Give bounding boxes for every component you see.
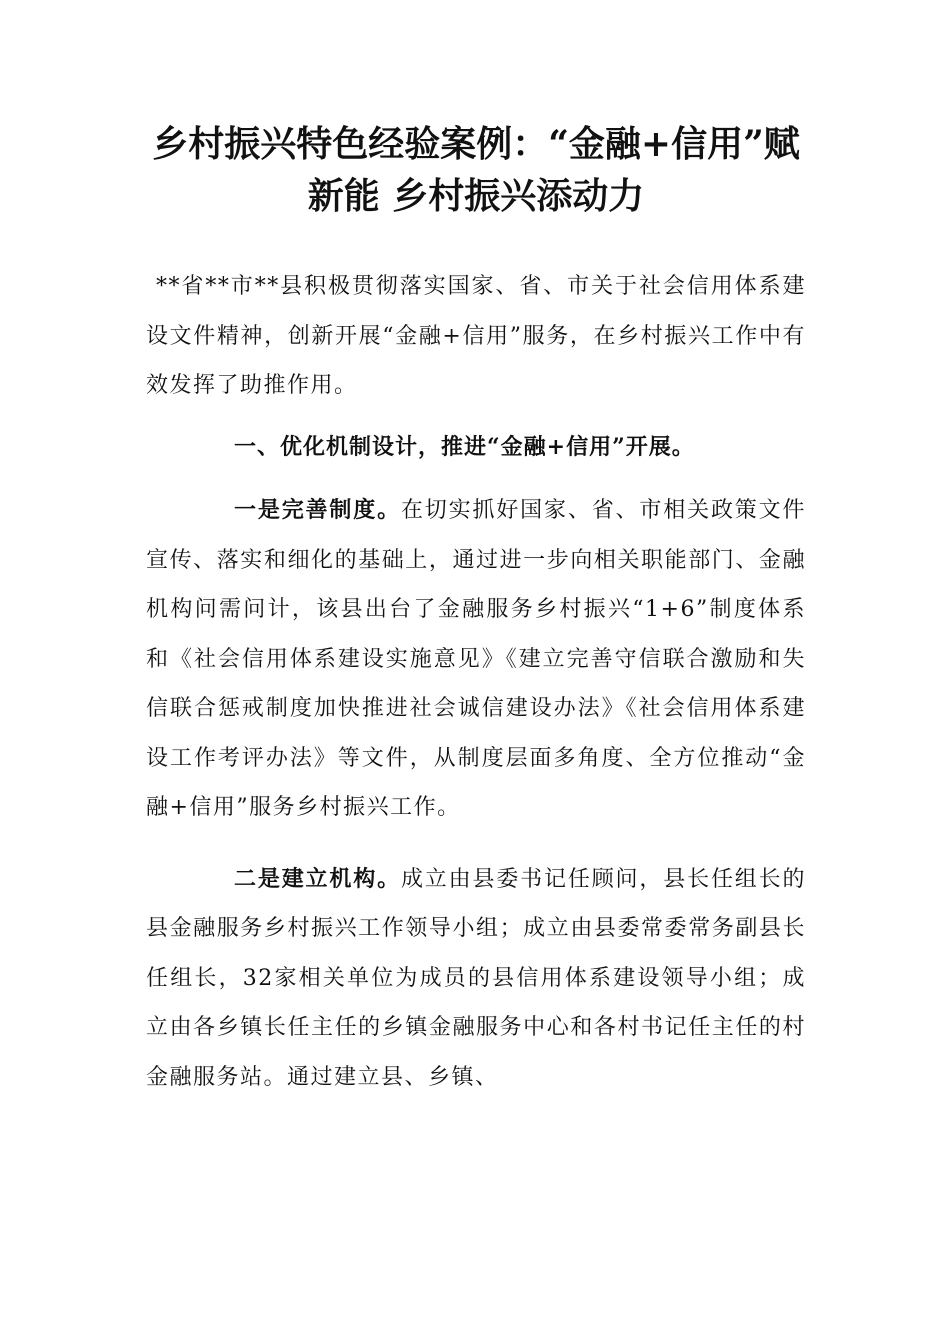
title-line-2: 新能 乡村振兴添动力: [307, 175, 645, 217]
document-page: [146, 118, 806, 1102]
section-heading-1: 一、优化机制设计，推进“金融+信用”开展。: [234, 433, 695, 460]
paragraph-improve-system: [146, 486, 806, 833]
document-title: [146, 118, 806, 222]
paragraph-lead-2: 二是建立机构。: [234, 865, 401, 892]
paragraph-establish-institutions: [146, 855, 806, 1103]
paragraph-lead-1: 一是完善制度。: [234, 497, 401, 523]
paragraph-body-1: 在切实抓好国家、省、市相关政策文件宣传、落实和细化的基础上，通过进一步向相关职能部门、金融机构问需问计，该县出台了金融服务乡村振兴“1+6”制度体系和《社会信用体系建设实施意见》《建立完善守信联合激励和失信联合惩戒制度加快推进社会诚信建设办法》《社会信用体系建设工作考评办法》等文件，从制度层面多角度、全方位推动“金融+信用”服务乡村振兴工作。: [146, 498, 806, 820]
title-line-1: 乡村振兴特色经验案例：“金融+信用”赋: [152, 123, 800, 165]
paragraph-body-2: 成立由县委书记任顾问，县长任组长的县金融服务乡村振兴工作领导小组；成立由县委常委常务副县长任组长，32家相关单位为成员的县信用体系建设领导小组；成立由各乡镇长任主任的乡镇金融服务中心和各村书记任主任的村金融服务站。通过建立县、乡镇、: [146, 866, 806, 1090]
intro-paragraph: **省**市**县积极贯彻落实国家、省、市关于社会信用体系建设文件精神，创新开展“金融+信用”服务，在乡村振兴工作中有效发挥了助推作用。: [146, 274, 806, 398]
